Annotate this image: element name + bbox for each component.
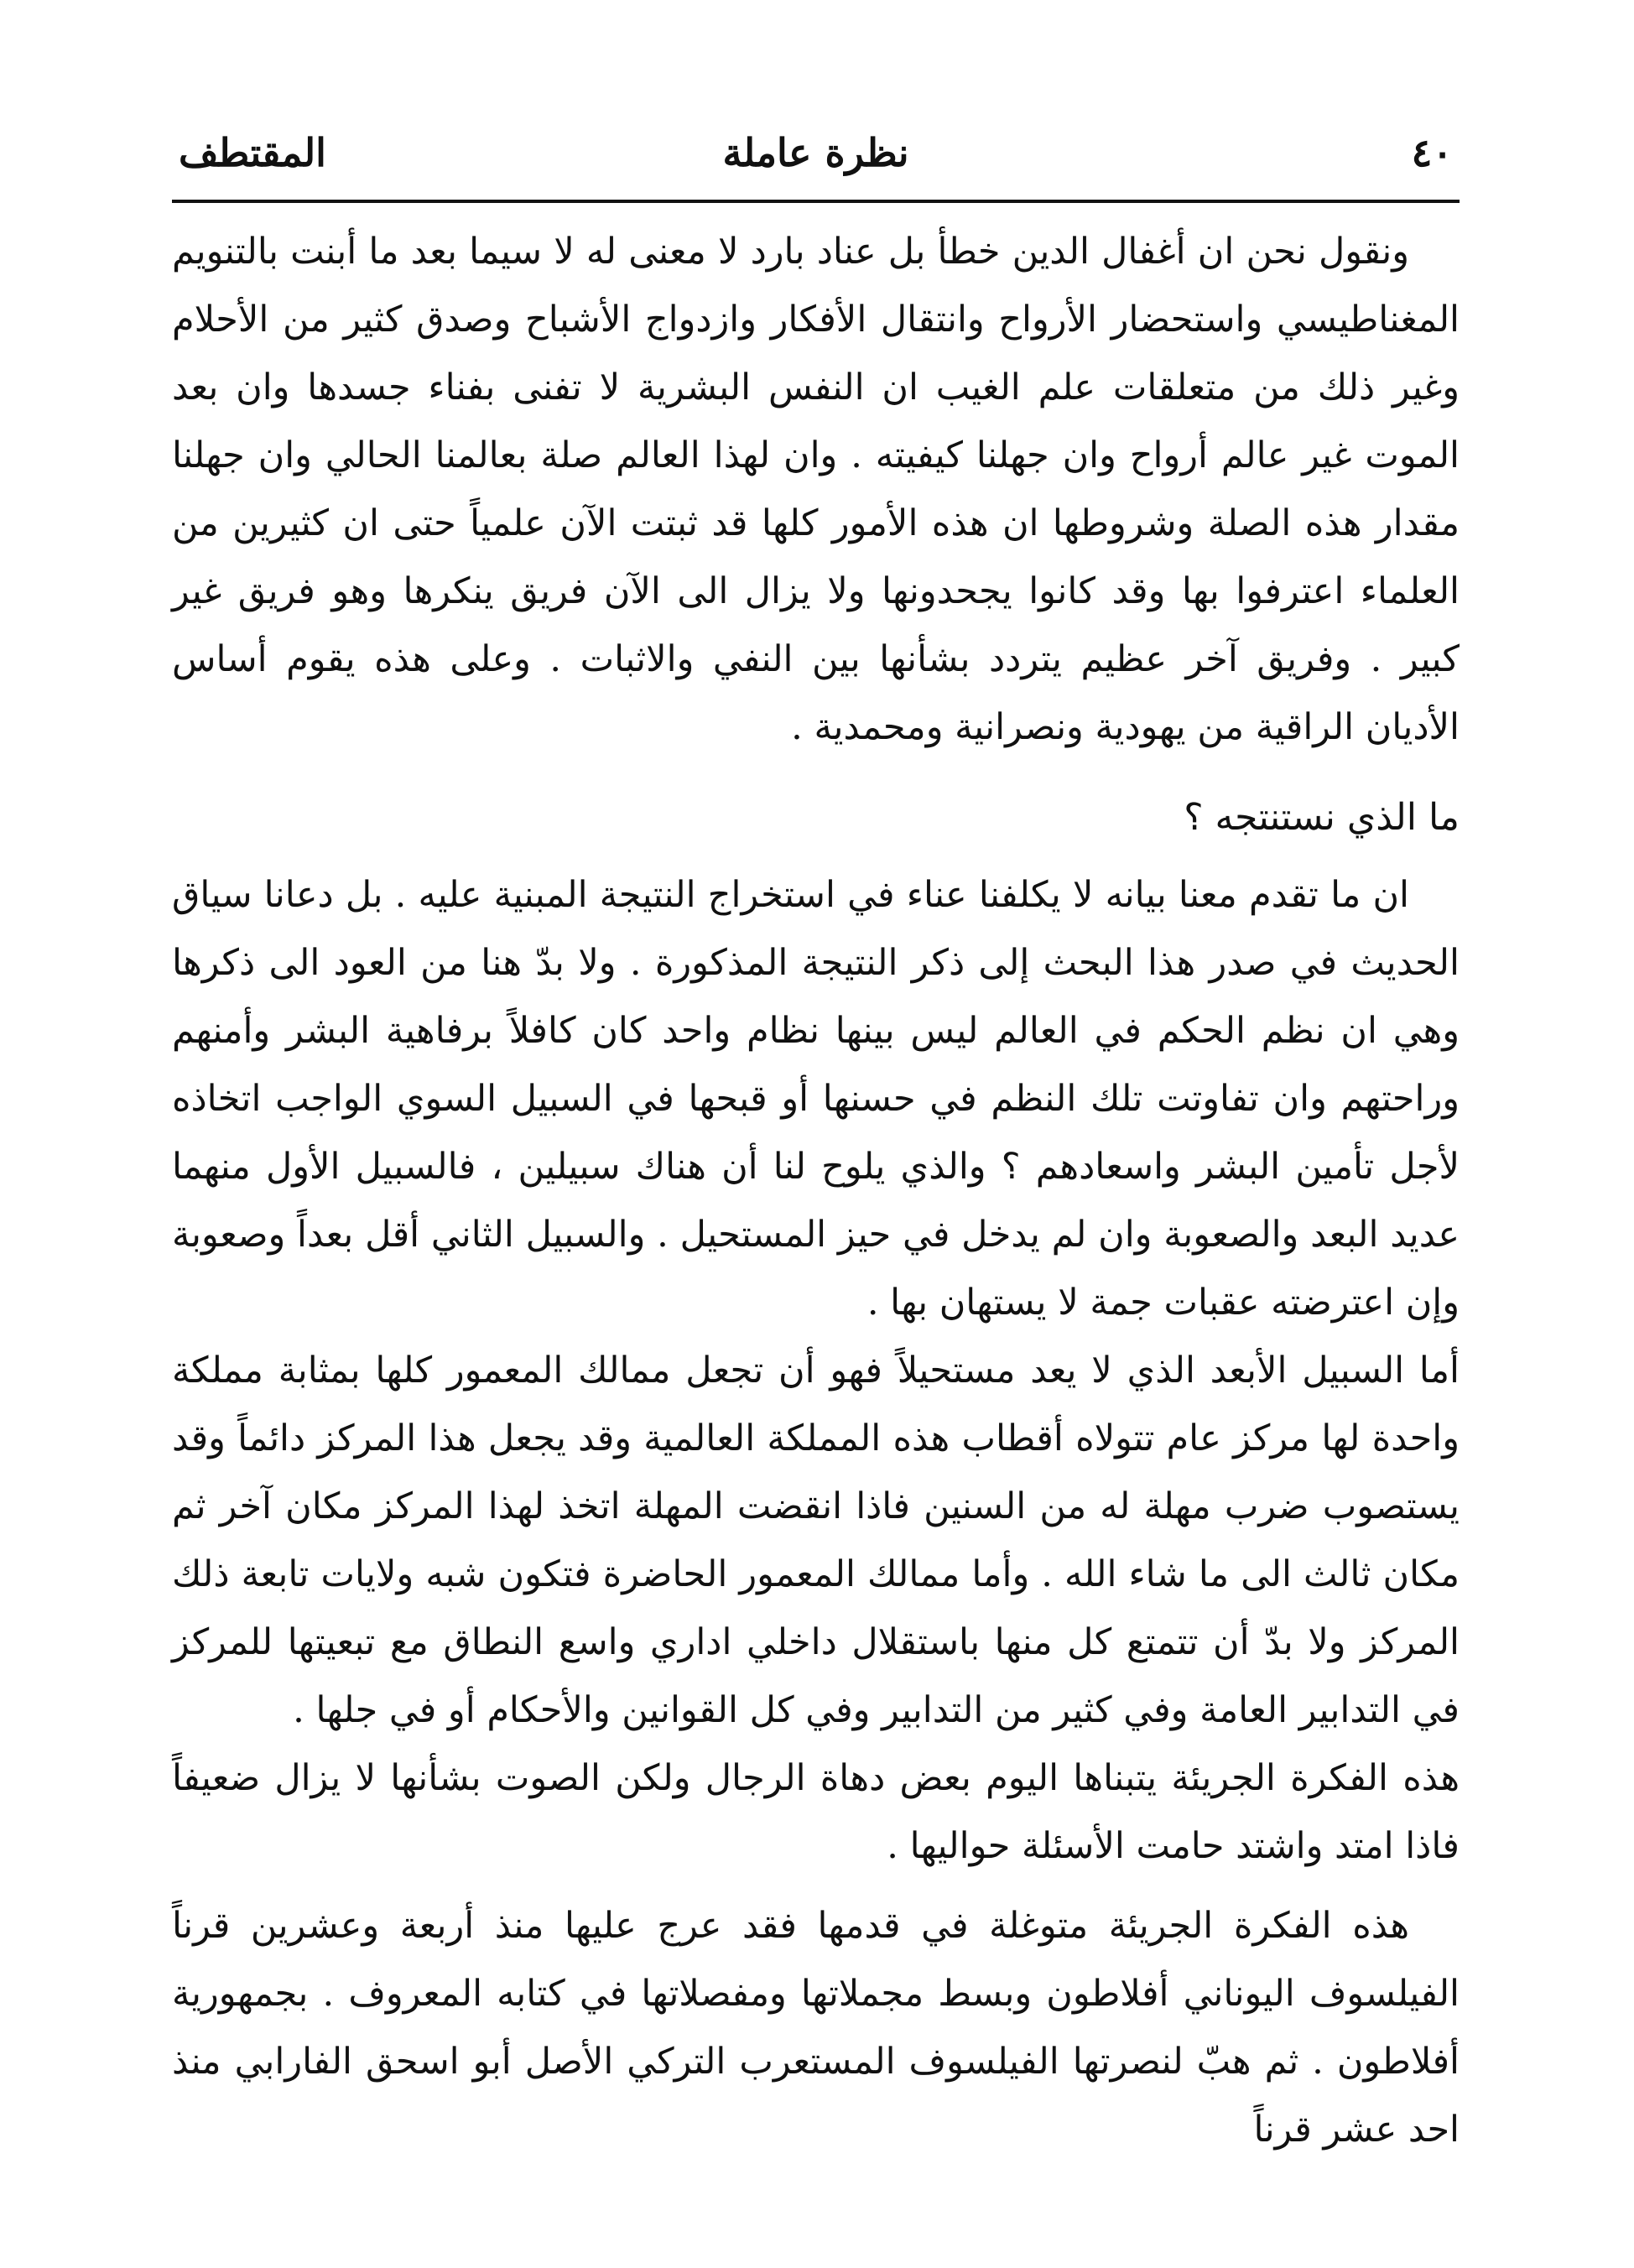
header-rule: [172, 200, 1460, 203]
paragraph-1: ونقول نحن ان أغفال الدين خطأ بل عناد بارد لا معنى له لا سيما بعد ما أبنت بالتنويم المغناطيسي واستحضار الأرواح وانتقال الأفكار وازدواج الأشباح وصدق كثير من الأحلام وغير ذلك من متعلقات علم الغيب ان النفس البشرية لا تفنى بفناء جسدها وان بعد الموت غير عالم أرواح وان جهلنا كيفيته . وان لهذا العالم صلة بعالمنا الحالي وان جهلنا مقدار هذه الصلة وشروطها ان هذه الأمور كلها قد ثبتت الآن علمياً حتى ان كثيرين من العلماء اعترفوا بها وقد كانوا يجحدونها ولا يزال الى الآن فريق ينكرها وهو فريق غير كبير . وفريق آخر عظيم يتردد بشأنها بين النفي والاثبات . وعلى هذه يقوم أساس الأديان الراقية من يهودية ونصرانية ومحمدية .: [172, 231, 1460, 748]
paragraph-spacer: [172, 1880, 1460, 1892]
section-title: ما الذي نستنتجه ؟: [1184, 796, 1460, 839]
paragraph-5: هذه الفكرة الجريئة متوغلة في قدمها فقد عرج عليها منذ أربعة وعشرين قرناً الفيلسوف اليوناني أفلاطون وبسط مجملاتها ومفصلاتها في كتابه المعروف . بجمهورية أفلاطون . ثم هبّ لنصرتها الفيلسوف المستعرب التركي الأصل أبو اسحق الفارابي منذ احد عشر قرناً: [172, 1905, 1460, 2151]
page-header: [172, 109, 1460, 176]
paragraph-3: أما السبيل الأبعد الذي لا يعد مستحيلاً فهو أن تجعل ممالك المعمور كلها بمثابة مملكة واحدة لها مركز عام تتولاه أقطاب هذه المملكة العالمية وقد يجعل هذا المركز دائماً وقد يستصوب ضرب مهلة له من السنين فاذا انقضت المهلة اتخذ لهذا المركز مكان آخر ثم مكان ثالث الى ما شاء الله . وأما ممالك المعمور الحاضرة فتكون شبه ولايات تابعة ذلك المركز ولا بدّ أن تتمتع كل منها باستقلال داخلي اداري واسع النطاق مع تبعيتها للمركز في التدابير العامة وفي كثير من التدابير وفي كل القوانين والأحكام أو في جلها .: [172, 1350, 1460, 1731]
body-text: [172, 218, 1460, 2164]
document-page: [172, 109, 1460, 2206]
journal-name: المقتطف: [179, 129, 326, 175]
running-title: نظرة عاملة: [722, 129, 909, 175]
paragraph-4: هذه الفكرة الجريئة يتبناها اليوم بعض دهاة الرجال ولكن الصوت بشأنها لا يزال ضعيفاً فاذا امتد واشتد حامت الأسئلة حواليها .: [172, 1757, 1460, 1867]
page-number: ٤٠: [1411, 129, 1453, 175]
paragraph-2: ان ما تقدم معنا بيانه لا يكلفنا عناء في استخراج النتيجة المبنية عليه . بل دعانا سياق الحديث في صدر هذا البحث إلى ذكر النتيجة المذكورة . ولا بدّ هنا من العود الى ذكرها وهي ان نظم الحكم في العالم ليس بينها نظام واحد كان كافلاً برفاهية البشر وأمنهم وراحتهم وان تفاوتت تلك النظم في حسنها أو قبحها في السبيل السوي الواجب اتخاذه لأجل تأمين البشر واسعادهم ؟ والذي يلوح لنا أن هناك سبيلين ، فالسبيل الأول منهما عديد البعد والصعوبة وان لم يدخل في حيز المستحيل . والسبيل الثاني أقل بعداً وصعوبة وإن اعترضته عقبات جمة لا يستهان بها .: [172, 874, 1460, 1324]
